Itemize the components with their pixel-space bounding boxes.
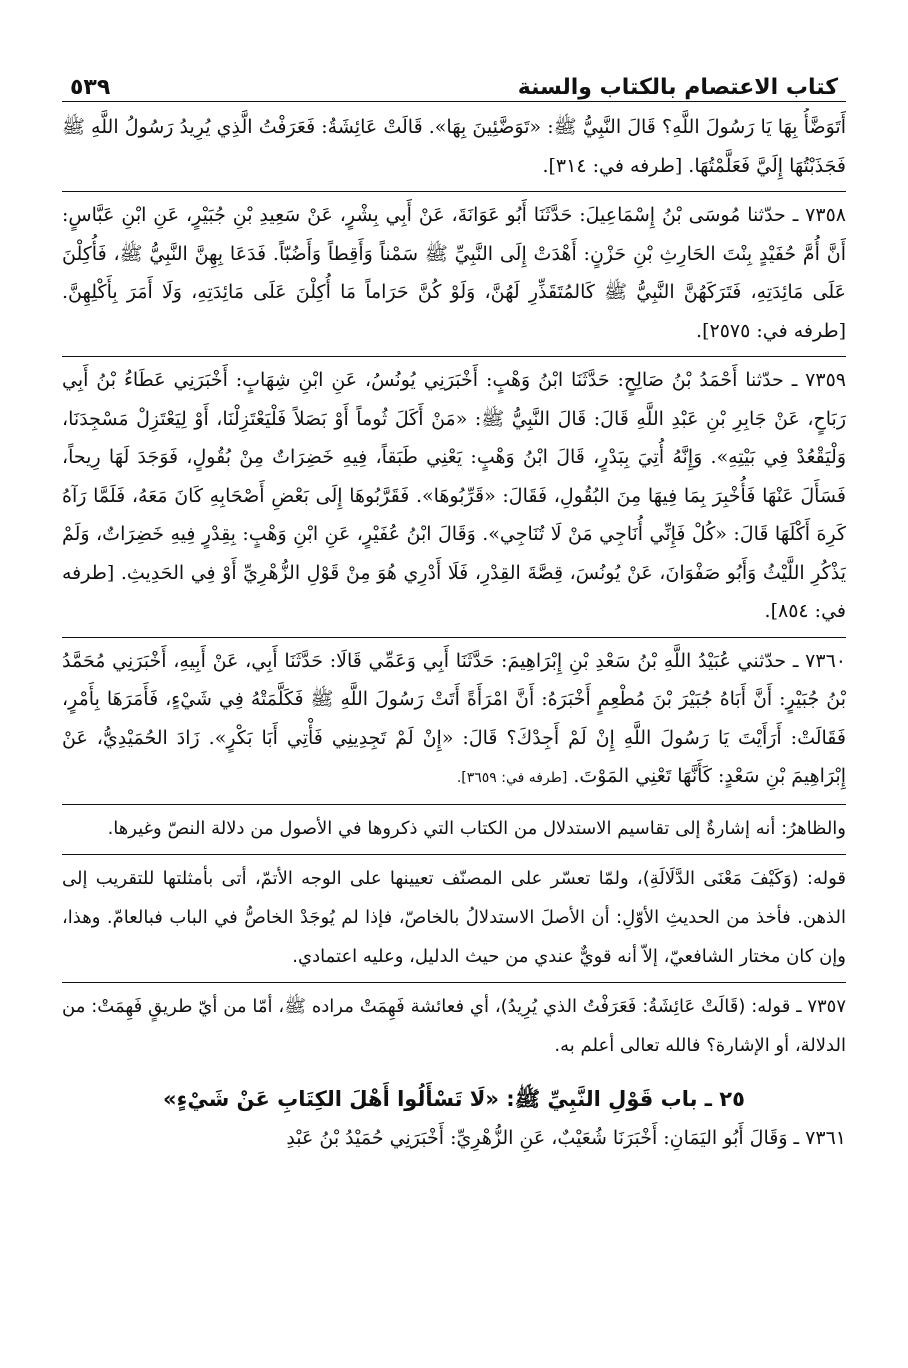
separator — [62, 854, 846, 855]
commentary-paragraph: قوله: (وَكَيْفَ مَعْنَى الدَّلَالَةِ)، ولمّا تعسّر على المصنّف تعيينها على الوجه الأتمّ، أتى بأمثلتها للتقريب إلى الذهن. فأخذ من الحديثِ الأوّلِ: أن الأصلَ الاستدلالُ بالخاصّ، فإذا لم يُوجَدْ الخاصُّ في الباب فبالعامّ. وهذا، وإن كان مختار الشافعيّ، إلاّ أنه قويٌّ عندي من حيث الدليل، وعليه اعتمادي. — [62, 867, 846, 967]
separator — [62, 982, 846, 983]
running-title: كتاب الاعتصام بالكتاب والسنة — [517, 75, 838, 100]
page-header — [70, 56, 838, 100]
commentary-paragraph: ٧٣٥٧ ـ قوله: (قَالَتْ عَائِشَةُ: فَعَرَفْتُ الذي يُرِيدُ)، أي فعائشة فَهِمَتْ مراده ﷺ، أمّا من أيّ طريقٍ فَهِمَتْ: من الدلالة، أو الإشارة؟ فالله تعالى أعلم به. — [62, 995, 846, 1056]
separator — [62, 637, 846, 638]
hadith-7361-start: ٧٣٦١ ـ وَقَالَ أَبُو اليَمَانِ: أَخْبَرَنَا شُعَيْبٌ، عَنِ الزُّهْرِيِّ: أَخْبَرَنِي حُمَيْدُ بْنُ عَبْدِ — [286, 1126, 846, 1149]
hadith-7358: ٧٣٥٨ ـ حدّثنا مُوسَى بْنُ إِسْمَاعِيلَ: حَدَّثَنَا أَبُو عَوَانَةَ، عَنْ أَبِي بِشْرٍ، عَنْ سَعِيدِ بْنِ جُبَيْرٍ، عَنِ ابْنِ عَبَّاسٍ: أَنَّ أُمَّ حُفَيْدٍ بِنْتَ الحَارِثِ بْنِ حَزْنٍ: أَهْدَتْ إِلَى النَّبِيِّ ﷺ سَمْناً وَأَقِطاً وَأَضُبّاً. فَدَعَا بِهِنَّ النَّبِيُّ ﷺ، فَأُكِلْنَ عَلَى مَائِدَتِهِ، فَتَرَكَهُنَّ النَّبِيُّ ﷺ كَالمُتَقَذِّرِ لَهُنَّ، وَلَوْ كُنَّ حَرَاماً مَا أُكِلْنَ عَلَى مَائِدَتِهِ، وَلَا أَمَرَ بِأَكْلِهِنَّ. [طرفه في: ٢٥٧٥]. — [62, 204, 846, 342]
separator — [62, 191, 846, 192]
hadith-7357-end: أَتَوَضَّأُ بِهَا يَا رَسُولَ اللَّهِ؟ قَالَ النَّبِيُّ ﷺ: «تَوَضَّئِينَ بِهَا». قَالَتْ عَائِشَةُ: فَعَرَفْتُ الَّذِي يُرِيدُ رَسُولُ اللَّهِ ﷺ فَجَذَبْتُهَا إِلَيَّ فَعَلَّمْتُهَا. [طرفه في: ٣١٤]. — [62, 116, 846, 177]
hadith-7360-reference: [طرفه في: ٣٦٥٩]. — [456, 770, 568, 786]
hadith-7360-text: ٧٣٦٠ ـ حدّثني عُبَيْدُ اللَّهِ بْنُ سَعْدِ بْنِ إِبْرَاهِيمَ: حَدَّثَنَا أَبِي وَعَمِّي قَالَا: حَدَّثَنَا أَبِي، عَنْ أَبِيهِ، أَخْبَرَنِي مُحَمَّدُ بْنُ جُبَيْرٍ: أَنَّ أَبَاهُ جُبَيْرَ بْنَ مُطْعِمٍ أَخْبَرَهُ: أَنَّ امْرَأَةً أَتَتْ رَسُولَ اللَّهِ ﷺ فَكَلَّمَتْهُ فِي شَيْءٍ، فَأَمَرَهَا بِأَمْرٍ، فَقَالَتْ: أَرَأَيْتَ يَا رَسُولَ اللَّهِ إِنْ لَمْ أَجِدْكَ؟ قَالَ: «إِنْ لَمْ تَجِدِينِي فَأْتِي أَبَا بَكْرٍ». زَادَ الحُمَيْدِيُّ، عَنْ إِبْرَاهِيمَ بْنِ سَعْدٍ: كَأَنَّهَا تَعْنِي المَوْتَ. — [62, 649, 846, 787]
header-rule — [62, 101, 846, 102]
separator — [62, 804, 846, 805]
page-number: ٥٣٩ — [70, 75, 111, 100]
separator — [62, 356, 846, 357]
hadith-7360 — [62, 642, 846, 798]
commentary-paragraph: والظاهرُ: أنه إشارةٌ إلى تقاسيم الاستدلال من الكتاب التي ذكروها في الأصول من دلالة النصّ وغيرها. — [107, 817, 846, 839]
hadith-7359: ٧٣٥٩ ـ حدّثنا أَحْمَدُ بْنُ صَالِحٍ: حَدَّثَنَا ابْنُ وَهْبٍ: أَخْبَرَنِي يُونُسُ، عَنِ ابْنِ شِهَابٍ: أَخْبَرَنِي عَطَاءُ بْنُ أَبِي رَبَاحٍ، عَنْ جَابِرِ بْنِ عَبْدِ اللَّهِ قَالَ: قَالَ النَّبِيُّ ﷺ: «مَنْ أَكَلَ ثُوماً أَوْ بَصَلاً فَلْيَعْتَزِلْنَا، أَوْ لِيَعْتَزِلْ مَسْجِدَنَا، وَلْيَقْعُدْ فِي بَيْتِهِ». وَإِنَّهُ أُتِيَ بِبَدْرٍ، قَالَ ابْنُ وَهْبٍ: يَعْنِي طَبَقاً، فِيهِ خَضِرَاتٌ مِنْ بُقُولٍ، فَوَجَدَ لَهَا رِيحاً، فَسَأَلَ عَنْهَا فَأُخْبِرَ بِمَا فِيهَا مِنَ البُقُولِ، فَقَالَ: «قَرِّبُوهَا». فَقَرَّبُوهَا إِلَى بَعْضِ أَصْحَابِهِ كَانَ مَعَهُ، فَلَمَّا رَآهُ كَرِهَ أَكْلَهَا قَالَ: «كُلْ فَإِنِّي أُنَاجِي مَنْ لَا تُنَاجِي». وَقَالَ ابْنُ عُفَيْرٍ، عَنِ ابْنِ وَهْبٍ: بِقِدْرٍ فِيهِ خَضِرَاتٌ، وَلَمْ يَذْكُرِ اللَّيْثُ وَأَبُو صَفْوَانَ، عَنْ يُونُسَ، قِصَّةَ القِدْرِ، فَلَا أَدْرِي هُوَ مِنْ قَوْلِ الزُّهْرِيِّ أَوْ فِي الحَدِيثِ. [طرفه في: ٨٥٤]. — [62, 369, 846, 622]
chapter-heading: ٢٥ ـ باب قَوْلِ النَّبِيِّ ﷺ: «لَا تَسْأَلُوا أَهْلَ الكِتَابِ عَنْ شَيْءٍ» — [163, 1086, 745, 1111]
page-body — [62, 108, 846, 1354]
